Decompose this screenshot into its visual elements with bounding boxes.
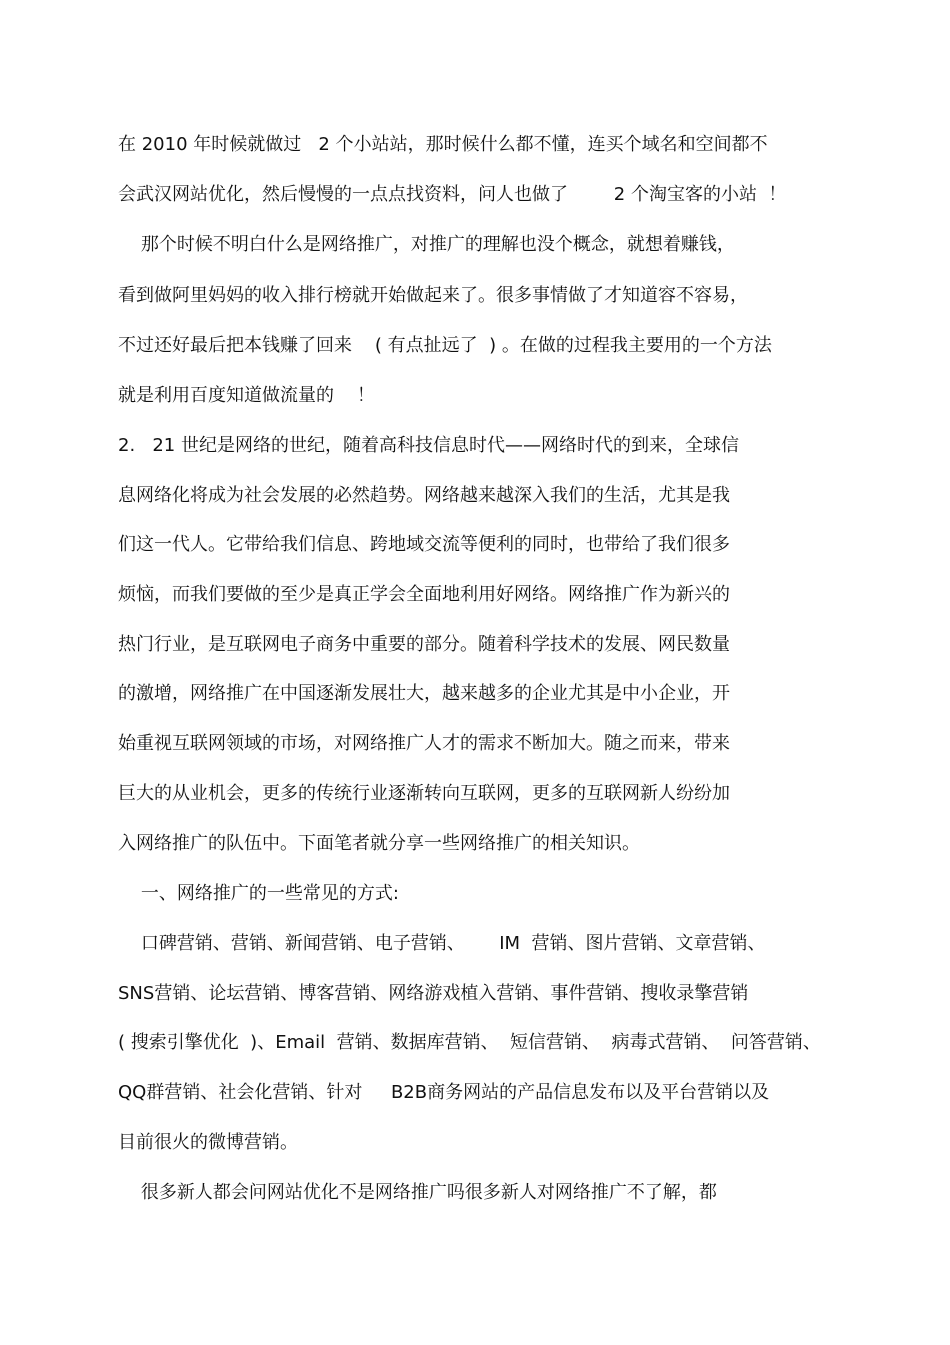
text-line: 始重视互联网领域的市场，对网络推广人才的需求不断加大。随之而来，带来 xyxy=(118,733,730,754)
text-line: 会武汉网站优化，然后慢慢的一点点找资料，问人也做了 2 个淘宝客的小站 ！ xyxy=(118,184,787,205)
text-line: 那个时候不明白什么是网络推广，对推广的理解也没个概念，就想着赚钱， xyxy=(118,234,735,255)
text-line: 2. 21 世纪是网络的世纪，随着高科技信息时代——网络时代的到来，全球信 xyxy=(118,435,739,456)
text-line: 口碑营销、营销、新闻营销、电子营销、 IM 营销、图片营销、文章营销、 xyxy=(118,933,766,954)
text-line: SNS营销、论坛营销、博客营销、网络游戏植入营销、事件营销、搜收录擎营销 xyxy=(118,983,749,1004)
text-line: QQ群营销、社会化营销、针对 B2B商务网站的产品信息发布以及平台营销以及 xyxy=(118,1082,770,1103)
text-line: 息网络化将成为社会发展的必然趋势。网络越来越深入我们的生活，尤其是我 xyxy=(118,485,730,506)
text-line: 入网络推广的队伍中。下面笔者就分享一些网络推广的相关知识。 xyxy=(118,833,640,854)
text-line: 看到做阿里妈妈的收入排行榜就开始做起来了。很多事情做了才知道容不容易， xyxy=(118,285,748,306)
text-line: 在 2010 年时候就做过 2 个小站站，那时候什么都不懂，连买个域名和空间都不 xyxy=(118,134,768,155)
text-line: 们这一代人。它带给我们信息、跨地域交流等便利的同时，也带给了我们很多 xyxy=(118,534,730,555)
text-line: 的激增，网络推广在中国逐渐发展壮大，越来越多的企业尤其是中小企业，开 xyxy=(118,683,730,704)
text-line: 热门行业，是互联网电子商务中重要的部分。随着科学技术的发展、网民数量 xyxy=(118,634,730,655)
text-line: 目前很火的微博营销。 xyxy=(118,1132,298,1153)
text-line: 就是利用百度知道做流量的 ！ xyxy=(118,385,375,406)
text-line: 烦恼，而我们要做的至少是真正学会全面地利用好网络。网络推广作为新兴的 xyxy=(118,584,730,605)
text-line: 不过还好最后把本钱赚了回来 ( 有点扯远了 ) 。在做的过程我主要用的一个方法 xyxy=(118,335,772,356)
text-line: 一、网络推广的一些常见的方式: xyxy=(118,883,399,904)
text-line: 很多新人都会问网站优化不是网络推广吗很多新人对网络推广不了解，都 xyxy=(118,1182,717,1203)
text-line: ( 搜索引擎优化 )、Email 营销、数据库营销、 短信营销、 病毒式营销、 问答营销、 xyxy=(118,1032,821,1053)
text-line: 巨大的从业机会，更多的传统行业逐渐转向互联网，更多的互联网新人纷纷加 xyxy=(118,783,730,804)
